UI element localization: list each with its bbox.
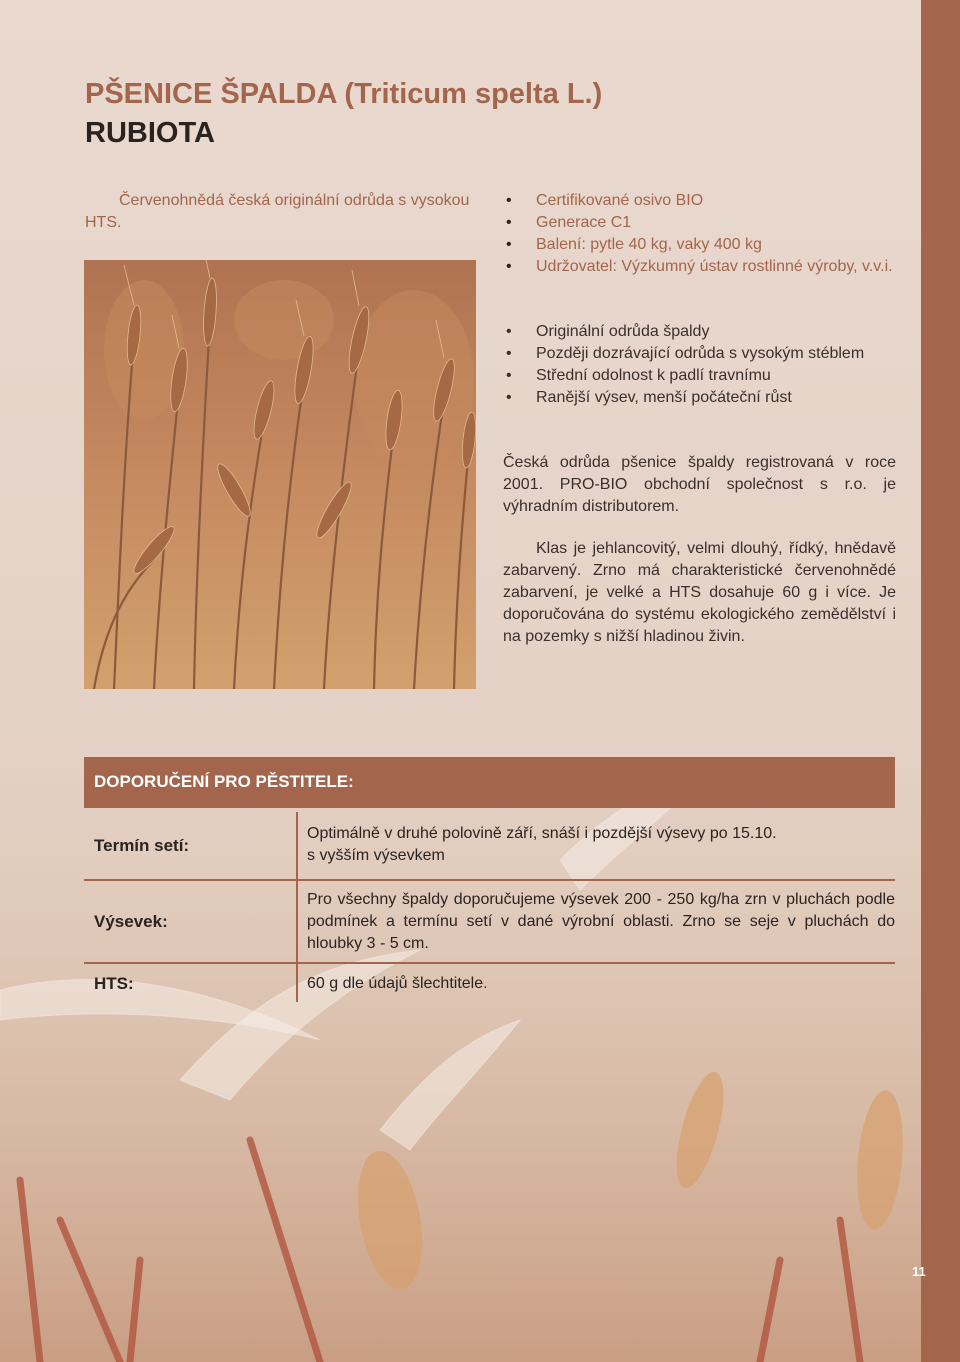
page-title: PŠENICE ŠPALDA (Triticum spelta L.) — [85, 78, 603, 110]
list-item: • Střední odolnost k padlí travnímu — [503, 365, 903, 387]
row-label-hts: HTS: — [94, 974, 134, 993]
list-item: • Později dozrávající odrůda s vysokým stéblem — [503, 343, 903, 365]
list-item: • Generace C1 — [503, 212, 903, 234]
page-number: 11 — [912, 1264, 926, 1279]
list-item: • Udržovatel: Výzkumný ústav rostlinné výroby, v.v.i. — [503, 256, 903, 278]
list-item: • Balení: pytle 40 kg, vaky 400 kg — [503, 234, 903, 256]
recommendations-header-text: DOPORUČENÍ PRO PĚSTITELE: — [94, 772, 354, 791]
spelt-wheat-photo — [84, 260, 476, 689]
side-color-band — [921, 0, 960, 1362]
list-item: • Ranější výsev, menší počáteční růst — [503, 387, 903, 409]
row-value-sowing-date — [307, 823, 895, 867]
row-label-seeding-rate: Výsevek: — [94, 912, 168, 931]
table-divider — [84, 879, 895, 881]
row-value-hts: 60 g dle údajů šlechtitele. — [307, 975, 488, 992]
table-divider-vertical — [296, 812, 298, 1002]
registration-paragraph: Česká odrůda pšenice špaldy registrovaná v roce 2001. PRO-BIO obchodní společnost s r.o. je výhradním distributorem. — [503, 454, 896, 515]
row-label-sowing-date: Termín setí: — [94, 836, 190, 855]
table-divider — [84, 962, 895, 964]
variety-name: RUBIOTA — [85, 117, 215, 149]
list-item: • Certifikované osivo BIO — [503, 190, 903, 212]
recommendations-header — [84, 757, 895, 808]
traits-list — [503, 321, 903, 409]
row-value-seeding-rate: Pro všechny špaldy doporučujeme výsevek 200 - 250 kg/ha zrn v pluchách podle podmínek a termínu setí v dané výrobní oblasti. Zrno se seje v pluchách do hloubky 3 - 5 cm. — [307, 891, 895, 952]
value-line: Optimálně v druhé polovině září, snáší i pozdější výsevy po 15.10. — [307, 825, 777, 842]
description-paragraph: Klas je jehlancovitý, velmi dlouhý, řídký, hnědavě zabarvený. Zrno má charakteristické červenohnědé zabarvení, je velké a HTS dosahuje 60 g i více. Je doporučována do systému ekologického zemědělství i na pozemky s nižší hladinou živin. — [503, 540, 896, 645]
intro-text: Červenohnědá česká originální odrůda s vysokou HTS. — [85, 192, 470, 231]
value-line: s vyšším výsevkem — [307, 847, 445, 864]
certification-list — [503, 190, 903, 278]
list-item: • Originální odrůda špaldy — [503, 321, 903, 343]
